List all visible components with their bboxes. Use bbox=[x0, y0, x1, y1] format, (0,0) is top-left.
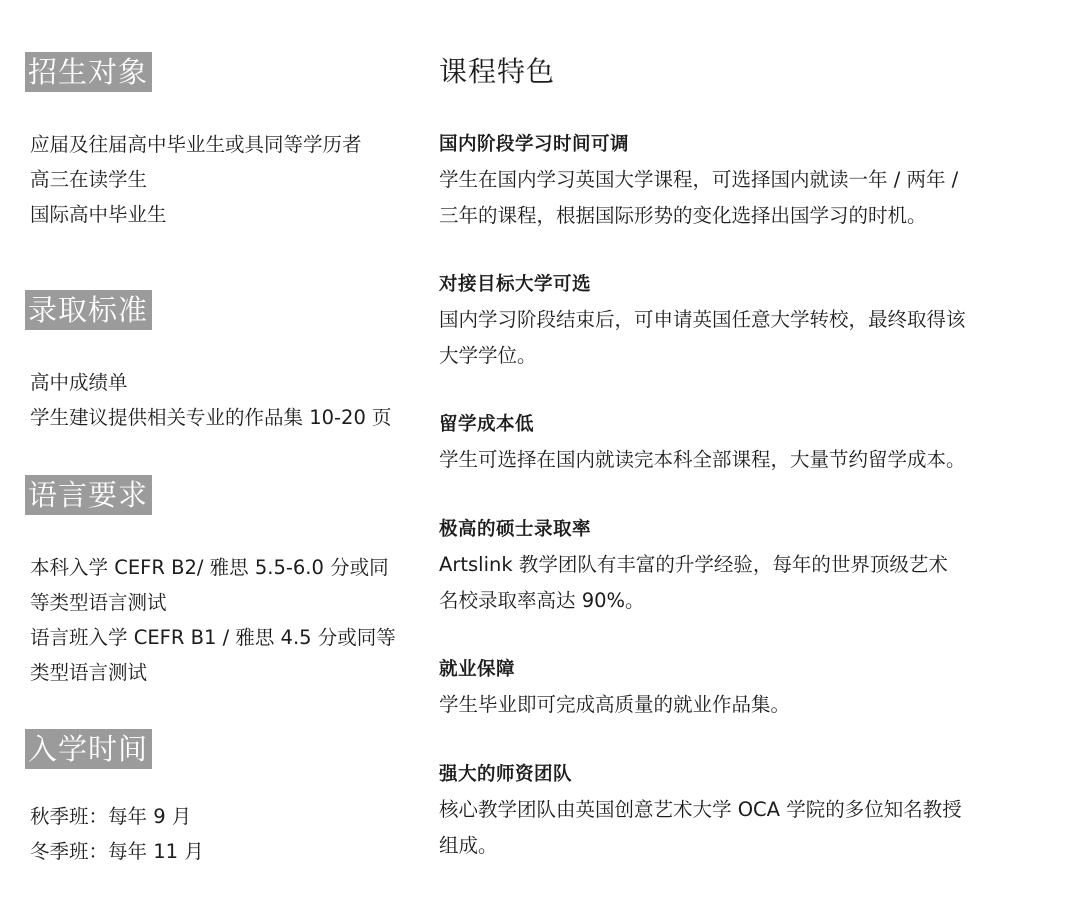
feature-body-line: 组成。 bbox=[439, 834, 498, 857]
feature-block bbox=[439, 407, 999, 512]
feature-heading: 对接目标大学可选 bbox=[439, 274, 592, 295]
feature-body-line: Artslink 教学团队有丰富的升学经验，每年的世界顶级艺术 bbox=[439, 553, 948, 576]
feature-body-line: 学生可选择在国内就读完本科全部课程，大量节约留学成本。 bbox=[439, 448, 966, 471]
feature-heading: 强大的师资团队 bbox=[439, 764, 573, 785]
feature-heading: 留学成本低 bbox=[439, 414, 535, 435]
section-lines bbox=[25, 799, 425, 869]
section-lines bbox=[25, 365, 425, 435]
list-item: 冬季班：每年 11 月 bbox=[30, 840, 204, 863]
left-column bbox=[25, 52, 425, 869]
list-item: 本科入学 CEFR B2/ 雅思 5.5-6.0 分或同 bbox=[30, 556, 389, 579]
feature-block bbox=[439, 512, 999, 652]
feature-body-line: 学生在国内学习英国大学课程，可选择国内就读一年 / 两年 / bbox=[439, 168, 959, 191]
section-language-requirements bbox=[25, 475, 425, 729]
section-title: 语言要求 bbox=[25, 475, 152, 515]
section-lines bbox=[25, 127, 425, 232]
section-admission-target bbox=[25, 52, 425, 290]
feature-body-line: 国内学习阶段结束后，可申请英国任意大学转校，最终取得该 bbox=[439, 308, 966, 331]
list-item: 类型语言测试 bbox=[30, 661, 148, 684]
list-item: 国际高中毕业生 bbox=[30, 203, 167, 226]
list-item: 高三在读学生 bbox=[30, 168, 148, 191]
list-item: 等类型语言测试 bbox=[30, 591, 167, 614]
feature-body-line: 三年的课程，根据国际形势的变化选择出国学习的时机。 bbox=[439, 204, 927, 227]
feature-body-line: 大学学位。 bbox=[439, 344, 537, 367]
feature-block bbox=[439, 757, 999, 864]
feature-body-line: 学生毕业即可完成高质量的就业作品集。 bbox=[439, 693, 791, 716]
list-item: 学生建议提供相关专业的作品集 10-20 页 bbox=[30, 406, 392, 429]
list-item: 高中成绩单 bbox=[30, 371, 128, 394]
section-admission-criteria bbox=[25, 290, 425, 475]
feature-heading: 国内阶段学习时间可调 bbox=[439, 134, 630, 155]
list-item: 语言班入学 CEFR B1 / 雅思 4.5 分或同等 bbox=[30, 626, 396, 649]
right-column bbox=[439, 52, 999, 864]
feature-block bbox=[439, 267, 999, 407]
feature-heading: 就业保障 bbox=[439, 659, 516, 680]
list-item: 应届及往届高中毕业生或具同等学历者 bbox=[30, 133, 362, 156]
page-title: 课程特色 bbox=[439, 55, 556, 88]
feature-body-line: 核心教学团队由英国创意艺术大学 OCA 学院的多位知名教授 bbox=[439, 798, 962, 821]
feature-body-line: 名校录取率高达 90%。 bbox=[439, 589, 645, 612]
section-title: 招生对象 bbox=[25, 52, 152, 92]
section-title: 录取标准 bbox=[25, 290, 152, 330]
section-title: 入学时间 bbox=[25, 729, 152, 769]
feature-heading: 极高的硕士录取率 bbox=[439, 519, 592, 540]
section-lines bbox=[25, 550, 425, 690]
feature-block bbox=[439, 652, 999, 757]
feature-block bbox=[439, 127, 999, 267]
section-enrollment-time bbox=[25, 729, 425, 869]
list-item: 秋季班：每年 9 月 bbox=[30, 805, 192, 828]
